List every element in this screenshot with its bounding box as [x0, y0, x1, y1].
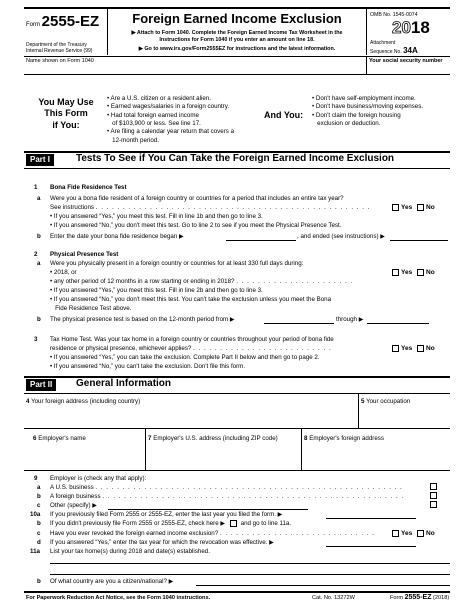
leader-dots: . . . . . . . . . . . . . . . . . . . . . . — [236, 278, 354, 285]
line4-5-divider — [358, 393, 359, 428]
employer-foreign-address-field[interactable] — [303, 443, 450, 469]
line10a-year-field[interactable] — [326, 518, 416, 519]
line2a-option-2 — [50, 278, 353, 285]
tax-year — [392, 18, 430, 38]
foreign-address-field[interactable] — [26, 406, 356, 428]
footer-form-number: 2555-EZ — [404, 594, 432, 601]
leader-dots: . . . . . . . . . . . . . . . . . . . . . . . . . . . . . . . . . . . . . . . . . . . . . . . . . . . . . . . . — [102, 493, 405, 500]
line10b-text: If you didn't previously file Form 2555 or 2555-EZ, check here ▶ — [50, 520, 226, 528]
form-title: Foreign Earned Income Exclusion — [132, 11, 342, 26]
line10c-no-checkbox[interactable] — [417, 530, 424, 537]
line2b-through-field[interactable] — [367, 323, 429, 324]
line3-question-2 — [50, 345, 332, 352]
line9b-letter: b — [37, 493, 41, 500]
line9c-specify-field[interactable] — [108, 509, 308, 510]
line2b-through: through ▶ — [336, 316, 364, 323]
line4-rule — [24, 428, 450, 429]
part2-title-rule — [24, 393, 450, 394]
line2a-option-2-text: • any other period of 12 months in a row starting or ending in 2018? — [50, 278, 235, 285]
eligibility-item: • Don't have business/moving expenses. — [312, 103, 424, 111]
line1a-see-instructions: See instructions — [50, 204, 95, 211]
you-may-use-heading — [28, 97, 104, 131]
eligibility-item: exclusion or deduction. — [312, 120, 381, 128]
line9-text: Employer is (check any that apply): — [50, 475, 147, 482]
line6-rule — [24, 470, 450, 471]
line2b-from-field[interactable] — [264, 323, 334, 324]
line11a-field-row-1[interactable] — [50, 563, 450, 564]
header-divider-right — [366, 9, 367, 55]
eligibility-right-list — [312, 95, 423, 128]
form-id — [26, 13, 99, 31]
you-may-use-line1: You May Use — [38, 97, 94, 107]
eligibility-item: • Are a U.S. citizen or a resident alien. — [107, 95, 211, 102]
eligibility-item: 12-month period. — [107, 136, 159, 144]
part1-label: Part I — [26, 154, 54, 166]
line3-yes-checkbox[interactable] — [392, 345, 399, 352]
form-word: Form — [26, 22, 40, 28]
footer-form-id — [390, 594, 449, 602]
line9b-label — [50, 493, 404, 500]
footer-rule — [24, 591, 450, 593]
line10c-yes-no — [392, 530, 435, 538]
sequence-text: Sequence No. — [370, 49, 402, 55]
line6-7-divider — [145, 428, 146, 470]
line2a-bullet-yes: • If you answered “Yes,” you meet this test. Fill in line 2b and then go to line 3. — [50, 287, 263, 294]
line7-text: Employer's U.S. address (including ZIP code) — [153, 435, 278, 442]
line10b-text-2: and go to line 11a. — [240, 520, 292, 528]
line10c-letter: c — [37, 530, 41, 537]
line2a-option-1: • 2018, or — [50, 269, 77, 276]
and-you-heading: And You: — [264, 110, 304, 120]
line1b-start-date-field[interactable] — [226, 240, 296, 241]
line11b-country-field[interactable] — [196, 585, 450, 586]
line7-8-divider — [301, 428, 302, 470]
no-label: No — [426, 204, 435, 212]
line1a-question: Were you a bona fide resident of a foreign country or countries for a period that includes an entire tax year? — [50, 195, 344, 202]
line11b-letter: b — [37, 578, 41, 585]
line1b-text: Enter the date your bona fide residence began ▶ — [50, 233, 184, 240]
catalog-number: Cat. No. 13272W — [312, 595, 355, 601]
line1b-letter: b — [37, 233, 41, 240]
line9a-label — [50, 484, 403, 491]
line10c-label — [50, 530, 375, 537]
line1a-yes-checkbox[interactable] — [392, 204, 399, 211]
line5-label — [361, 398, 410, 405]
line9a-text: A U.S. business — [50, 484, 94, 491]
line2a-yes-no — [392, 269, 435, 277]
line10a-number: 10a — [30, 511, 41, 518]
no-label: No — [426, 345, 435, 353]
year-suffix: 18 — [410, 18, 430, 37]
leader-dots: . . . . . . . . . . . . . . . . . . . . . . . . . . . . . . . . . . . . . . . . . . . . . . . . . . . — [95, 204, 371, 211]
line10b-label — [50, 520, 291, 528]
line6-label — [33, 435, 86, 442]
line3-question-2-text: residence or physical presence, whichever applies? — [50, 345, 192, 352]
form-number: 2555-EZ — [41, 13, 100, 30]
line2b-text: The physical presence test is based on the 12-month period from ▶ — [50, 316, 235, 323]
part1-title: Tests To See if You Can Take the Foreign Earned Income Exclusion — [76, 153, 395, 164]
name-label: Name shown on Form 1040 — [26, 58, 94, 64]
leader-dots: . . . . . . . . . . . . . . . . . . . . . . . . . . . . . . . . . . . . . . . . . . . . . . . . . . . . . . . . . — [95, 484, 403, 491]
yes-label: Yes — [401, 204, 413, 212]
line9-number: 9 — [34, 475, 38, 482]
yes-label: Yes — [401, 269, 413, 277]
line10b-checkbox[interactable] — [230, 520, 237, 527]
line11b-text: Of what country are you a citizen/national? ▶ — [50, 578, 174, 585]
line1a-yes-no — [392, 204, 435, 212]
no-label: No — [426, 269, 435, 277]
line1a-question-2 — [50, 204, 370, 211]
line1b-end-date-field[interactable] — [390, 240, 448, 241]
line11a-text: List your tax home(s) during 2018 and date(s) established. — [50, 548, 210, 555]
line1a-bullet-yes: • If you answered “Yes,” you meet this test. Fill in line 1b and then go to line 3. — [50, 213, 263, 220]
employer-us-address-field[interactable] — [147, 443, 299, 469]
no-label: No — [426, 530, 435, 538]
eligibility-item: of $103,900 or less. See line 17. — [107, 120, 201, 128]
line2a-question: Were you physically present in a foreign country or countries for at least 330 full days during: — [50, 260, 304, 267]
line10d-letter: d — [37, 539, 41, 546]
line9c-letter: c — [37, 502, 41, 509]
line3-no-checkbox[interactable] — [417, 345, 424, 352]
dept-label: Department of the Treasury — [26, 42, 87, 48]
line9b-text: A foreign business — [50, 493, 101, 500]
line3-question: Tax Home Test. Was your tax home in a foreign country or countries throughout your period of bona fide — [50, 336, 334, 343]
line4-text: Your foreign address (including country) — [31, 398, 141, 405]
you-may-use-line3: if You: — [52, 119, 80, 130]
yes-label: Yes — [401, 345, 413, 353]
line2a-letter: a — [37, 260, 41, 267]
irs-label: Internal Revenue Service (99) — [26, 48, 93, 54]
line9c-text: Other (specify) ▶ — [50, 502, 98, 509]
attachment-label: Attachment — [370, 40, 396, 46]
paperwork-notice: For Paperwork Reduction Act Notice, see the Form 1040 instructions. — [26, 595, 211, 601]
name-row-rule — [24, 74, 450, 75]
line6-number: 6 — [33, 435, 37, 442]
line2-title: Physical Presence Test — [50, 251, 119, 258]
line11a-field-row-2[interactable] — [50, 574, 450, 575]
part2-title: General Information — [76, 378, 172, 389]
line1a-no-checkbox[interactable] — [417, 204, 424, 211]
top-rule — [24, 7, 450, 9]
line2a-yes-checkbox[interactable] — [392, 269, 399, 276]
line6-text: Employer's name — [38, 435, 86, 442]
line5-number: 5 — [361, 398, 365, 405]
line4-label — [26, 398, 140, 405]
line10d-text: If you answered “Yes,” enter the tax year for which the revocation was effective. ▶ — [50, 539, 274, 546]
attach-instruction-2: Instructions for Form 1040 if you enter an amount on line 18. — [159, 37, 315, 43]
line2a-no-checkbox[interactable] — [417, 269, 424, 276]
ssn-label: Your social security number — [369, 58, 443, 64]
line8-text: Employer's foreign address — [309, 435, 384, 442]
eligibility-item: • Earned wages/salaries in a foreign country. — [107, 103, 230, 111]
footer-year: (2018) — [433, 595, 450, 601]
line2-number: 2 — [34, 251, 38, 258]
line10b-letter: b — [37, 520, 41, 527]
yes-label: Yes — [401, 530, 413, 538]
eligibility-item: • Had total foreign earned income — [107, 111, 199, 119]
line2b-letter: b — [37, 316, 41, 323]
employer-name-field[interactable] — [26, 443, 144, 469]
header-bottom-rule — [24, 56, 450, 57]
line9a-checkbox[interactable] — [430, 483, 437, 490]
line1-title: Bona Fide Residence Test — [50, 184, 127, 191]
line3-number: 3 — [34, 336, 38, 343]
website-instruction: ▶ Go to www.irs.gov/Form2555EZ for instructions and the latest information. — [138, 46, 336, 52]
line9a-letter: a — [37, 484, 41, 491]
line9b-checkbox[interactable] — [430, 492, 437, 499]
eligibility-item: • Don't have self-employment income. — [312, 95, 416, 102]
line11a-number: 11a — [30, 548, 40, 555]
line3-bullet-yes: • If you answered “Yes,” you can take the exclusion. Complete Part II below and then go to page 2. — [50, 354, 320, 361]
line8-label — [304, 435, 384, 442]
leader-dots: . . . . . . . . . . . . . . . . . . . . . . . . . . . . . — [219, 530, 375, 537]
line5-text: Your occupation — [366, 398, 411, 405]
line4-number: 4 — [26, 398, 30, 405]
line3-yes-no — [392, 345, 435, 353]
sequence-label — [370, 46, 418, 56]
part1-title-rule — [24, 168, 450, 169]
sequence-number: 34A — [403, 46, 418, 55]
attach-instruction: ▶ Attach to Form 1040. Complete the Foreign Earned Income Tax Worksheet in the — [131, 30, 343, 36]
eligibility-item: • Are filing a calendar year return that covers a — [107, 128, 235, 136]
eligibility-left-list — [107, 95, 234, 145]
footer-form-word: Form — [390, 595, 404, 601]
line2a-bullet-no-2: Fide Residence Test above. — [50, 305, 132, 312]
line1-number: 1 — [34, 184, 38, 191]
line10c-yes-checkbox[interactable] — [392, 530, 399, 537]
line7-label — [148, 435, 278, 442]
eligibility-item: • Don't claim the foreign housing — [312, 111, 401, 119]
occupation-field[interactable] — [360, 406, 450, 428]
line1b-text-2: , and ended (see instructions) ▶ — [297, 233, 385, 240]
line2a-bullet-no: • If you answered “No,” you don't meet this test. You can't take the exclusion unless you meet the Bona — [50, 296, 332, 303]
line8-number: 8 — [304, 435, 308, 442]
line10d-year-field[interactable] — [326, 546, 416, 547]
year-prefix: 20 — [392, 18, 411, 37]
line1a-bullet-no: • If you answered “No,” you don't meet this test. Go to line 2 to see if you meet the Physical Presence Test. — [50, 222, 342, 229]
line1a-letter: a — [37, 195, 41, 202]
omb-number: OMB No. 1545-0074 — [370, 12, 418, 18]
line3-bullet-no: • If you answered “No,” you can't take the exclusion. Don't file this form. — [50, 363, 246, 370]
line10c-text: Have you ever revoked the foreign earned income exclusion? — [50, 530, 219, 537]
line7-number: 7 — [148, 435, 152, 442]
you-may-use-line2: This Form — [44, 108, 88, 119]
line9c-checkbox[interactable] — [430, 501, 437, 508]
line10a-text: If you previously filed Form 2555 or 2555-EZ, enter the last year you filed the form. ▶ — [50, 511, 283, 518]
ssn-divider — [366, 56, 367, 74]
part2-label: Part II — [26, 379, 56, 391]
leader-dots: . . . . . . . . . . . . . . . . . . . . . . . . . . — [193, 345, 332, 352]
